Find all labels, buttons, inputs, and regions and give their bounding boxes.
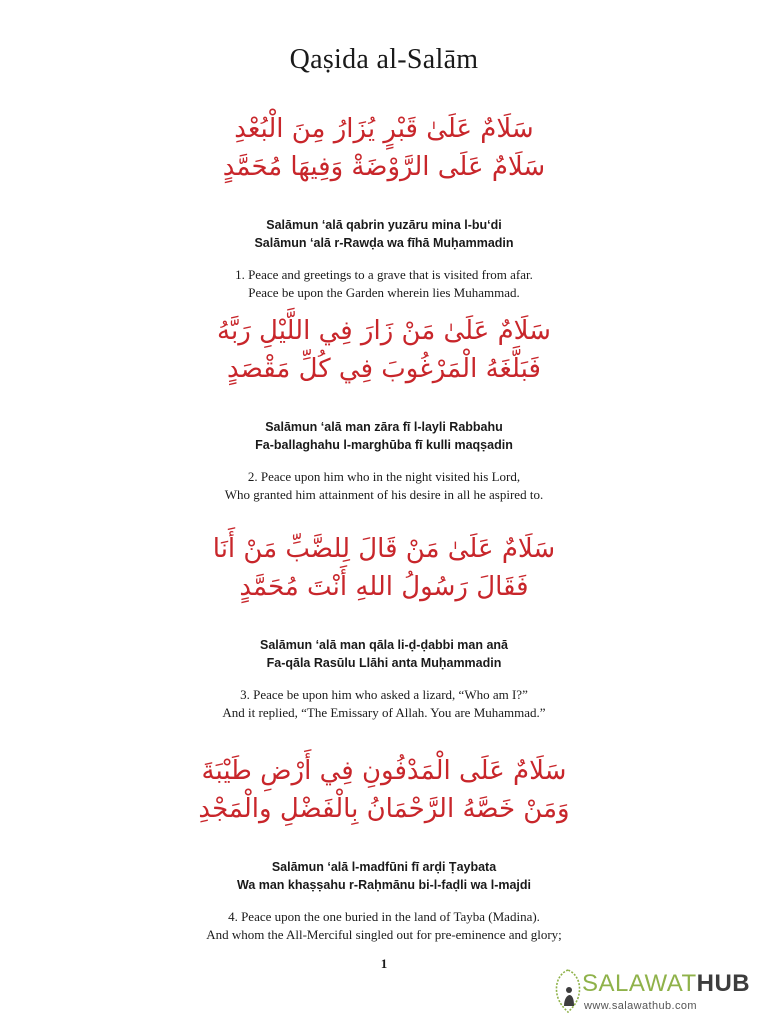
praying-figure-icon	[552, 968, 584, 1014]
transliteration-line: Fa-ballaghahu l-marghūba fī kulli maqṣadin	[255, 438, 513, 452]
translation	[0, 266, 768, 302]
brand-name-part2: HUB	[696, 970, 751, 997]
arabic-line: فَبَلَّغَهُ الْمَرْغُوبَ فِي كُلِّ مَقْصَدٍ	[227, 354, 541, 384]
translation-line: 3. Peace be upon him who asked a lizard, “Who am I?”	[240, 687, 528, 702]
translation	[0, 686, 768, 722]
transliteration	[0, 418, 768, 454]
translation	[0, 468, 768, 504]
arabic-text	[0, 752, 768, 828]
verse-3	[0, 530, 768, 722]
transliteration-line: Salāmun ‘alā man zāra fī l-layli Rabbahu	[265, 420, 503, 434]
translation-line: Peace be upon the Garden wherein lies Muhammad.	[248, 285, 520, 300]
arabic-text	[0, 312, 768, 388]
page-number: 1	[380, 956, 388, 971]
translation-line: Who granted him attainment of his desire in all he aspired to.	[224, 487, 544, 502]
translation-line: 1. Peace and greetings to a grave that is visited from afar.	[235, 267, 533, 282]
arabic-line: سَلَامٌ عَلَىٰ مَنْ قَالَ لِلضَّبِّ مَنْ أَنَا	[212, 534, 556, 564]
transliteration-line: Fa-qāla Rasūlu Llāhi anta Muḥammadin	[266, 656, 502, 670]
brand-name-part1: SALAWAT	[582, 970, 697, 997]
page-title: Qaṣida al-Salām	[289, 44, 479, 75]
transliteration	[0, 216, 768, 252]
transliteration	[0, 636, 768, 672]
arabic-line: فَقَالَ رَسُولُ اللهِ أَنْتَ مُحَمَّدٍ	[239, 572, 529, 602]
brand-logo[interactable]	[552, 968, 752, 1016]
arabic-line: سَلَامٌ عَلَىٰ قَبْرٍ يُزَارُ مِنَ الْبُعْدِ	[234, 114, 534, 144]
verse-1	[0, 110, 768, 302]
verse-4	[0, 752, 768, 944]
transliteration-line: Wa man khaṣṣahu r-Raḥmānu bi-l-faḍli wa l-majdi	[236, 878, 532, 892]
arabic-line: وَمَنْ خَصَّهُ الرَّحْمَانُ بِالْفَضْلِ والْمَجْدِ	[198, 794, 570, 824]
translation-line: 4. Peace upon the one buried in the land of Tayba (Madina).	[228, 909, 540, 924]
arabic-line: سَلَامٌ عَلَى الرَّوْضَةْ وَفِيهَا مُحَمَّدٍ	[222, 152, 546, 182]
verse-2	[0, 312, 768, 504]
arabic-text	[0, 110, 768, 186]
arabic-line: سَلَامٌ عَلَى الْمَدْفُونِ فِي أَرْضِ طَيْبَةَ	[201, 756, 567, 786]
translation-line: 2. Peace upon him who in the night visited his Lord,	[247, 469, 521, 484]
arabic-line: سَلَامٌ عَلَىٰ مَنْ زَارَ فِي اللَّيْلِ رَبَّهُ	[217, 316, 551, 346]
translation-line: And whom the All-Merciful singled out for pre-eminence and glory;	[206, 927, 562, 942]
transliteration-line: Salāmun ‘alā man qāla li-ḍ-ḍabbi man anā	[260, 638, 508, 652]
transliteration	[0, 858, 768, 894]
transliteration-line: Salāmun ‘alā l-madfūni fī arḍi Ṭaybata	[271, 860, 497, 874]
transliteration-line: Salāmun ‘alā r-Rawḍa wa fīhā Muḥammadin	[254, 236, 514, 250]
brand-url[interactable]: www.salawathub.com	[584, 1000, 697, 1012]
translation-line: And it replied, “The Emissary of Allah. You are Muhammad.”	[222, 705, 546, 720]
brand-name	[582, 970, 750, 998]
translation	[0, 908, 768, 944]
transliteration-line: Salāmun ‘alā qabrin yuzāru mina l-bu‘di	[266, 218, 502, 232]
arabic-text	[0, 530, 768, 606]
